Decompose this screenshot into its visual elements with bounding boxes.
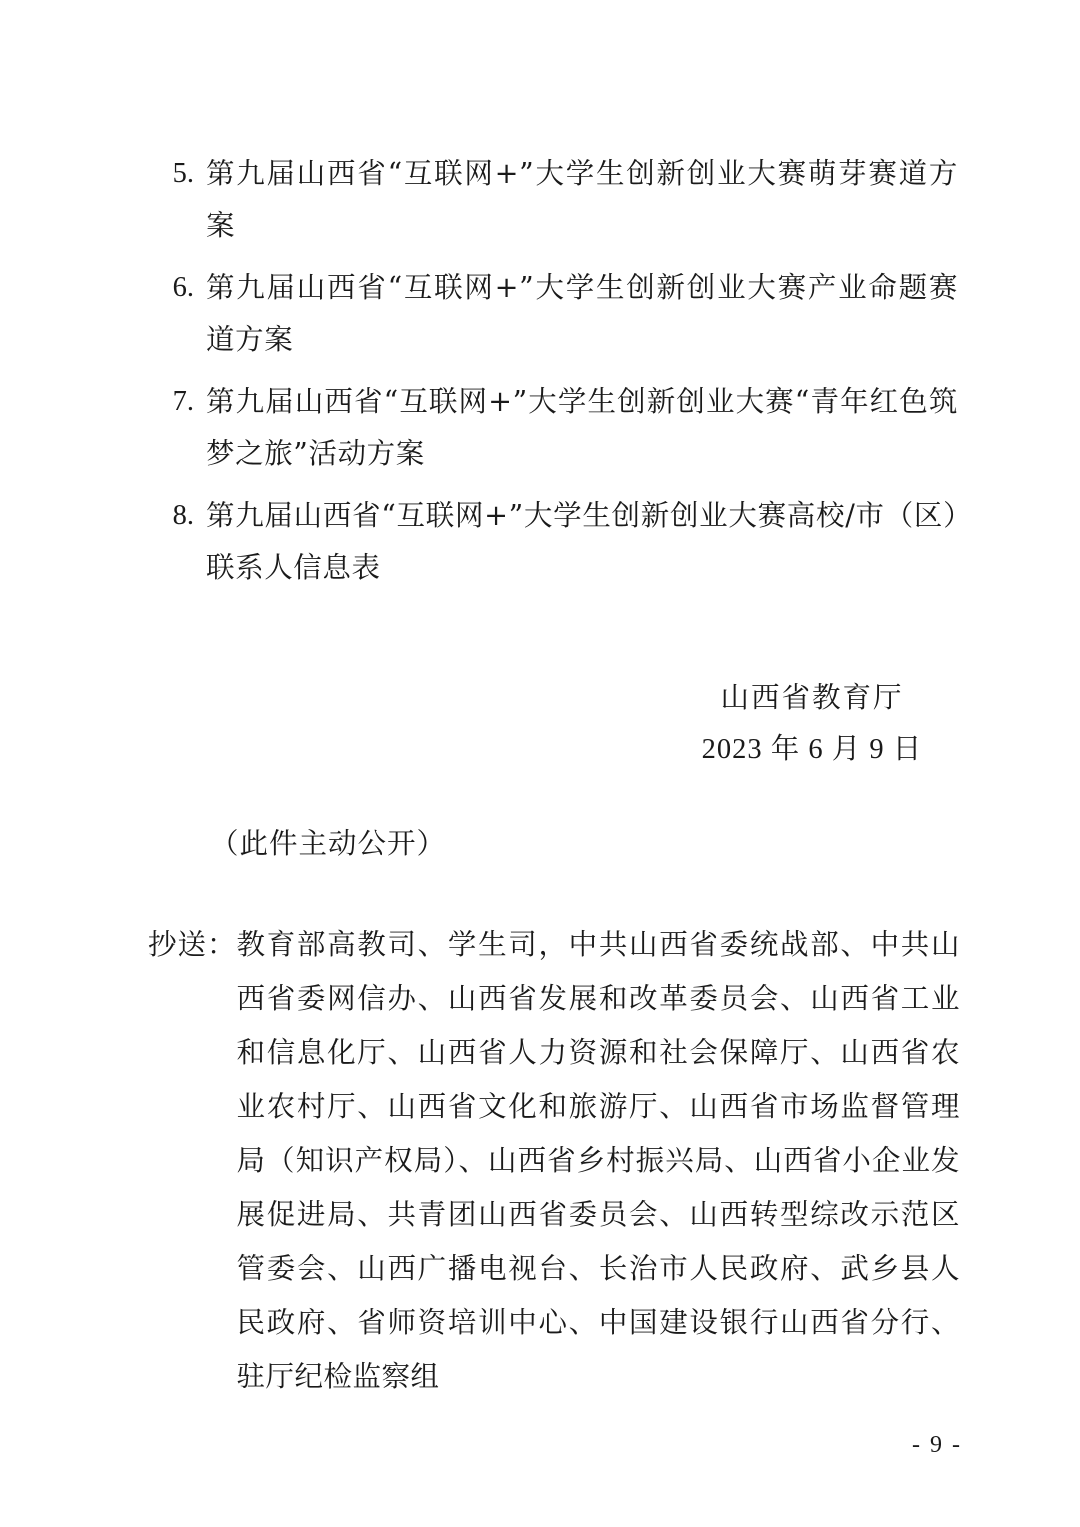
list-item-number: 8. xyxy=(172,500,194,531)
signature-block xyxy=(662,672,962,776)
cc-block xyxy=(148,918,960,1404)
list-item xyxy=(148,148,958,252)
attachment-list xyxy=(148,148,958,604)
list-item xyxy=(148,262,958,366)
list-item-text: 第九届山西省“互联网+”大学生创新创业大赛高校/市（区）联系人信息表 xyxy=(206,499,958,584)
list-item-text: 第九届山西省“互联网+”大学生创新创业大赛“青年红色筑梦之旅”活动方案 xyxy=(206,385,958,470)
list-item-number: 7. xyxy=(172,386,194,417)
list-item xyxy=(148,376,958,480)
signature-organization: 山西省教育厅 xyxy=(720,681,904,714)
list-item-text: 第九届山西省“互联网+”大学生创新创业大赛萌芽赛道方案 xyxy=(206,157,958,242)
signature-date: 2023 年 6 月 9 日 xyxy=(701,734,923,765)
page-number: - 9 - xyxy=(912,1432,962,1458)
list-item xyxy=(148,490,958,594)
list-item-number: 5. xyxy=(172,158,194,189)
publication-note: （此件主动公开） xyxy=(210,827,447,860)
list-item-number: 6. xyxy=(172,272,194,303)
cc-label: 抄送： xyxy=(148,928,237,961)
cc-recipients: 教育部高教司、学生司，中共山西省委统战部、中共山西省委网信办、山西省发展和改革委员会、山西省工业和信息化厅、山西省人力资源和社会保障厅、山西省农业农村厅、山西省文化和旅游厅、山西省市场监督管理局（知识产权局）、山西省乡村振兴局、山西省小企业发展促进局、共青团山西省委员会、山西转型综改示范区管委会、山西广播电视台、长治市人民政府、武乡县人民政府、省师资培训中心、中国建设银行山西省分行、驻厅纪检监察组 xyxy=(236,928,960,1393)
list-item-text: 第九届山西省“互联网+”大学生创新创业大赛产业命题赛道方案 xyxy=(206,271,958,356)
